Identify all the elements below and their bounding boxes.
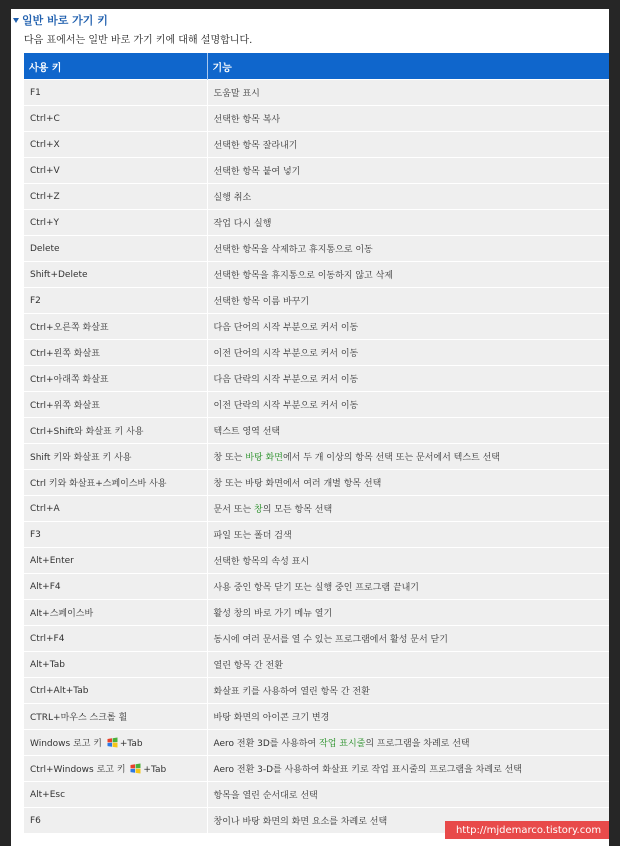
function-cell: 이전 단락의 시작 부분으로 커서 이동 xyxy=(207,392,609,418)
content-frame xyxy=(11,9,609,846)
shortcut-key-cell: Ctrl+위쪽 화살표 xyxy=(24,392,207,418)
function-cell: Aero 전환 3-D를 사용하여 화살표 키로 작업 표시줄의 프로그램을 차례로 선택 xyxy=(207,756,609,782)
table-row xyxy=(24,548,609,574)
function-cell: 열린 항목 간 전환 xyxy=(207,652,609,678)
shortcut-key-cell: Alt+Esc xyxy=(24,782,207,808)
watermark: http://mjdemarco.tistory.com xyxy=(445,821,609,839)
function-text-suffix: 의 프로그램을 차례로 선택 xyxy=(365,739,470,749)
function-cell: 사용 중인 항목 닫기 또는 실행 중인 프로그램 끝내기 xyxy=(207,574,609,600)
shortcut-key-cell: Ctrl+오른쪽 화살표 xyxy=(24,314,207,340)
shortcut-key-cell: CTRL+마우스 스크롤 휠 xyxy=(24,704,207,730)
key-text-suffix: +Tab xyxy=(119,739,143,749)
column-header-key: 사용 키 xyxy=(24,53,207,80)
function-cell: 선택한 항목 복사 xyxy=(207,106,609,132)
function-text: 문서 또는 xyxy=(213,505,254,515)
glossary-link[interactable]: 작업 표시줄 xyxy=(319,739,366,749)
table-row xyxy=(24,158,609,184)
function-cell: 선택한 항목을 휴지통으로 이동하지 않고 삭제 xyxy=(207,262,609,288)
shortcut-key-cell: Alt+Tab xyxy=(24,652,207,678)
shortcut-key-cell: Alt+Enter xyxy=(24,548,207,574)
column-header-function: 기능 xyxy=(207,53,609,80)
key-text: Windows 로고 키 xyxy=(30,739,105,749)
function-cell: 텍스트 영역 선택 xyxy=(207,418,609,444)
table-row xyxy=(24,522,609,548)
table-row xyxy=(24,210,609,236)
shortcut-key-cell: Delete xyxy=(24,236,207,262)
function-cell: 동시에 여러 문서를 열 수 있는 프로그램에서 활성 문서 닫기 xyxy=(207,626,609,652)
table-row xyxy=(24,288,609,314)
key-text-suffix: +Tab xyxy=(143,765,167,775)
shortcut-key-cell: F1 xyxy=(24,80,207,106)
shortcut-key-cell xyxy=(24,730,207,756)
function-text-suffix: 에서 두 개 이상의 항목 선택 또는 문서에서 텍스트 선택 xyxy=(282,453,500,463)
table-row xyxy=(24,418,609,444)
section-intro: 다음 표에서는 일반 바로 가기 키에 대해 설명합니다. xyxy=(24,35,253,46)
table-row xyxy=(24,600,609,626)
shortcut-key-cell: Shift 키와 화살표 키 사용 xyxy=(24,444,207,470)
shortcut-key-cell: Ctrl 키와 화살표+스페이스바 사용 xyxy=(24,470,207,496)
function-cell: 다음 단어의 시작 부분으로 커서 이동 xyxy=(207,314,609,340)
shortcut-key-cell: Ctrl+아래쪽 화살표 xyxy=(24,366,207,392)
shortcut-key-cell: Ctrl+Z xyxy=(24,184,207,210)
function-cell: 바탕 화면의 아이콘 크기 변경 xyxy=(207,704,609,730)
shortcut-key-cell: Ctrl+V xyxy=(24,158,207,184)
shortcut-key-cell: Ctrl+Shift와 화살표 키 사용 xyxy=(24,418,207,444)
key-text: Ctrl+Windows 로고 키 xyxy=(30,765,129,775)
function-cell: 이전 단어의 시작 부분으로 커서 이동 xyxy=(207,340,609,366)
shortcut-key-cell: Alt+스페이스바 xyxy=(24,600,207,626)
shortcut-key-cell: Ctrl+A xyxy=(24,496,207,522)
shortcut-key-cell: Ctrl+C xyxy=(24,106,207,132)
shortcut-key-cell xyxy=(24,756,207,782)
table-row xyxy=(24,626,609,652)
function-cell: 파일 또는 폴더 검색 xyxy=(207,522,609,548)
function-cell: 선택한 항목 잘라내기 xyxy=(207,132,609,158)
shortcut-key-cell: Ctrl+왼쪽 화살표 xyxy=(24,340,207,366)
shortcut-key-cell: Ctrl+Y xyxy=(24,210,207,236)
shortcut-key-cell: Ctrl+X xyxy=(24,132,207,158)
table-row xyxy=(24,704,609,730)
function-text: 창 또는 xyxy=(213,453,246,463)
shortcut-key-cell: Ctrl+F4 xyxy=(24,626,207,652)
table-row xyxy=(24,314,609,340)
function-cell: 창이나 바탕 화면의 화면 요소를 차례로 선택 xyxy=(207,808,609,834)
table-row xyxy=(24,80,609,106)
glossary-link[interactable]: 바탕 화면 xyxy=(245,453,283,463)
table-row xyxy=(24,106,609,132)
table-header-row xyxy=(24,53,609,80)
function-cell xyxy=(207,444,609,470)
table-row xyxy=(24,262,609,288)
table-row xyxy=(24,340,609,366)
table-row xyxy=(24,782,609,808)
function-text: Aero 전환 3D를 사용하여 xyxy=(213,739,320,749)
table-row xyxy=(24,444,609,470)
table-row xyxy=(24,730,609,756)
section-title: 일반 바로 가기 키 xyxy=(22,14,108,27)
function-cell: 선택한 항목을 삭제하고 휴지통으로 이동 xyxy=(207,236,609,262)
table-row xyxy=(24,470,609,496)
function-cell xyxy=(207,730,609,756)
function-cell: 도움말 표시 xyxy=(207,80,609,106)
table-row xyxy=(24,652,609,678)
function-text-suffix: 의 모든 항목 선택 xyxy=(262,505,333,515)
table-row xyxy=(24,366,609,392)
function-cell: 다음 단락의 시작 부분으로 커서 이동 xyxy=(207,366,609,392)
function-cell: 화살표 키를 사용하여 열린 항목 간 전환 xyxy=(207,678,609,704)
shortcut-key-cell: Alt+F4 xyxy=(24,574,207,600)
table-row xyxy=(24,132,609,158)
shortcut-key-cell: F3 xyxy=(24,522,207,548)
function-cell: 항목을 열린 순서대로 선택 xyxy=(207,782,609,808)
table-row xyxy=(24,184,609,210)
table-row xyxy=(24,574,609,600)
function-cell: 선택한 항목 붙여 넣기 xyxy=(207,158,609,184)
glossary-link[interactable]: 창 xyxy=(254,505,263,515)
function-cell: 활성 창의 바로 가기 메뉴 열기 xyxy=(207,600,609,626)
shortcut-key-cell: Ctrl+Alt+Tab xyxy=(24,678,207,704)
shortcut-table xyxy=(24,53,609,833)
shortcut-key-cell: F6 xyxy=(24,808,207,834)
shortcut-key-cell: F2 xyxy=(24,288,207,314)
collapse-triangle-icon[interactable] xyxy=(13,18,19,23)
section-toggle[interactable] xyxy=(13,12,108,28)
shortcut-key-cell: Shift+Delete xyxy=(24,262,207,288)
windows-logo-icon xyxy=(107,737,118,748)
function-cell xyxy=(207,496,609,522)
function-cell: 작업 다시 실행 xyxy=(207,210,609,236)
function-cell: 창 또는 바탕 화면에서 여러 개별 항목 선택 xyxy=(207,470,609,496)
function-cell: 선택한 항목 이름 바꾸기 xyxy=(207,288,609,314)
table-row xyxy=(24,756,609,782)
table-row xyxy=(24,496,609,522)
function-cell: 실행 취소 xyxy=(207,184,609,210)
table-row xyxy=(24,678,609,704)
function-cell: 선택한 항목의 속성 표시 xyxy=(207,548,609,574)
windows-logo-icon xyxy=(130,763,141,774)
table-row xyxy=(24,392,609,418)
table-row xyxy=(24,236,609,262)
